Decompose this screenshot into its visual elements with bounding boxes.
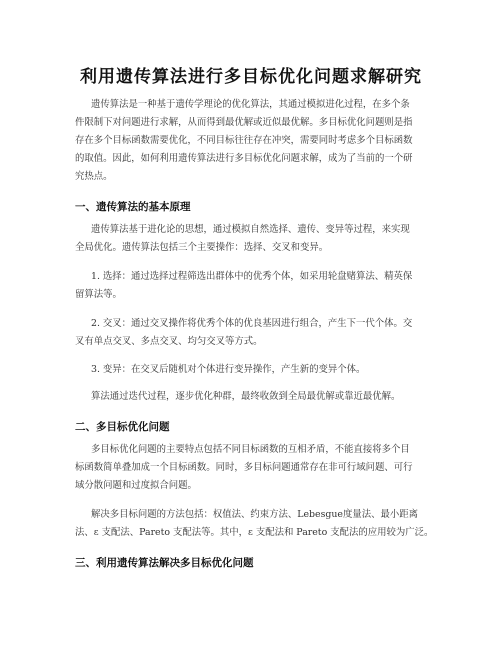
paragraph-line: 遗传算法基于进化论的思想，通过模拟自然选择、遗传、变异等过程，来实现	[91, 224, 410, 235]
paragraph-line: 域分散问题和过度拟合问题。	[75, 480, 197, 491]
section-heading: 三、利用遗传算法解决多目标优化问题	[75, 557, 254, 569]
list-item-line: 3. 变异：在交叉后随机对个体进行变异操作，产生新的变异个体。	[91, 364, 366, 375]
intro-line: 究热点。	[75, 171, 113, 182]
list-item-line: 叉有单点交叉、多点交叉、均匀交叉等方式。	[75, 336, 263, 347]
section-heading: 一、遗传算法的基本原理	[75, 201, 191, 213]
document-title: 利用遗传算法进行多目标优化问题求解研究	[80, 67, 422, 87]
list-item-line: 2. 交叉：通过交叉操作将优秀个体的优良基因进行组合，产生下一代个体。交	[91, 318, 413, 329]
paragraph-line: 算法通过迭代过程，逐步优化种群，最终收敛到全局最优解或靠近最优解。	[91, 391, 401, 402]
paragraph-line: 解决多目标问题的方法包括：权值法、约束方法、Lebesgue度量法、最小距离	[91, 509, 418, 520]
intro-line: 存在多个目标函数需要优化，不同目标往往存在冲突，需要同时考虑多个目标函数	[75, 135, 413, 146]
intro-line: 遗传算法是一种基于遗传学理论的优化算法，其通过模拟进化过程，在多个条	[91, 99, 410, 110]
section-heading: 二、多目标优化问题	[75, 421, 170, 433]
paragraph-line: 标函数简单叠加成一个目标函数。同时，多目标问题通常存在非可行域问题、可行	[75, 462, 413, 473]
intro-line: 件限制下对问题进行求解，从而得到最优解或近似最优解。多目标优化问题则是指	[75, 117, 413, 128]
list-item-line: 1. 选择：通过选择过程筛选出群体中的优秀个体，如采用轮盘赌算法、精英保	[91, 271, 413, 282]
list-item-line: 留算法等。	[75, 289, 122, 300]
paragraph-line: 法、ε 支配法、Pareto 支配法等。其中，ε 支配法和 Pareto 支配法的应用较为广泛。	[75, 527, 434, 538]
paragraph-line: 全局优化。遗传算法包括三个主要操作：选择、交叉和变异。	[75, 242, 329, 253]
paragraph-line: 多目标优化问题的主要特点包括不同目标函数的互相矛盾，不能直接将多个目	[91, 444, 410, 455]
intro-line: 的取值。因此，如何利用遗传算法进行多目标优化问题求解，成为了当前的一个研	[75, 153, 413, 164]
